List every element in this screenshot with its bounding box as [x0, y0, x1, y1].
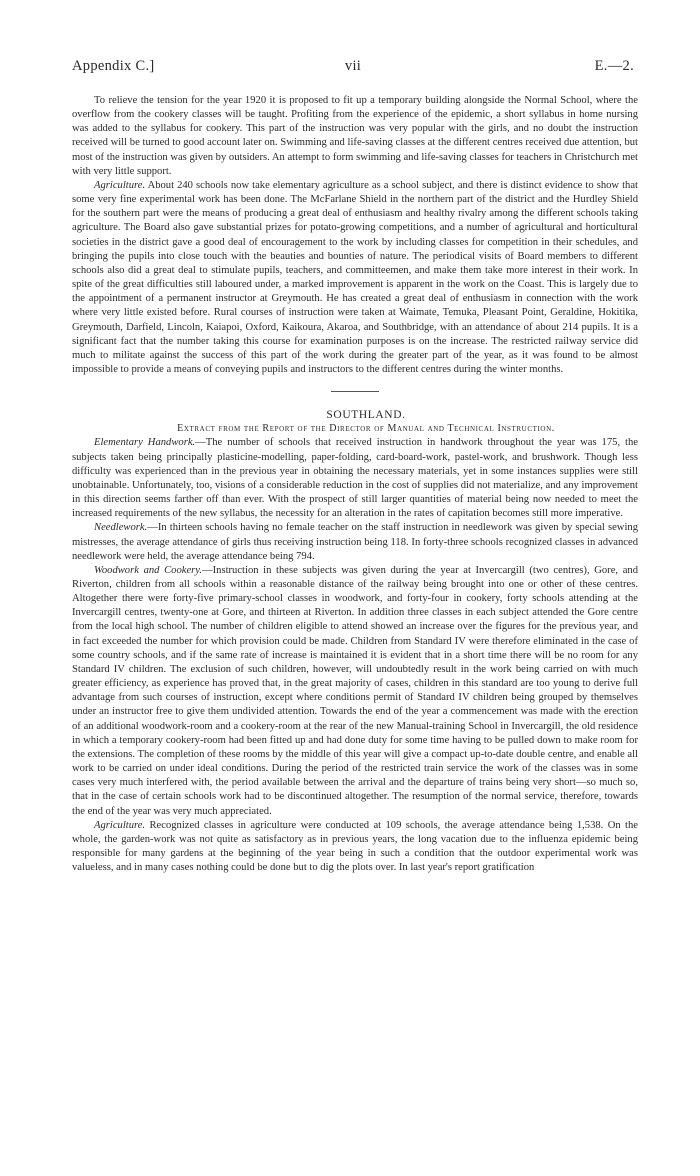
page-number: vii [344, 58, 362, 74]
paragraph-agriculture-southland [72, 819, 638, 876]
page-body [72, 94, 638, 875]
section-subtitle: Extract from the Report of the Director of Manual and Technical Instruction. [177, 423, 555, 435]
paragraph-needlework [72, 521, 638, 563]
paragraph-lead: Agriculture. [94, 819, 146, 831]
paragraph-woodwork-cookery [72, 564, 638, 819]
page-header [72, 58, 634, 78]
paragraph-lead: Woodwork and Cookery. [94, 564, 203, 576]
paragraph-lead: Elementary Handwork. [94, 437, 196, 449]
paragraph-text: About 240 schools now take elementary agriculture as a school subject, and there is distinct evidence to show that some very fine experimental work has been done. The McFarlane Shield in the northern part of the district and the Hurdley Shield for the southern part were the means of producing a great deal of enthusiasm and healthy rivalry among the different schools taking agriculture. The Board also gave substantial prizes for potato-growing competitions, and a number of agricultural and horticultural societies in the district gave a good deal of encouragement to the work by including classes for competition in their schedules, and bringing the pupils into close touch with the beauties and bounties of nature. The periodical visits of Board members to different schools also did a great deal to stimulate pupils, teachers, and committeemen, and make them take more interest in their work. In spite of the great difficulties still laboured under, a marked improvement is apparent in the work on the Coast. This is largely due to the appointment of a permanent instructor at Greymouth. He has created a great deal of enthusiasm in connection with the work where very little existed before. Rural courses of instruction were taken at Waimate, Temuka, Pleasant Point, Geraldine, Hokitika, Greymouth, Darfield, Lincoln, Kaiapoi, Oxford, Kaikoura, Akaroa, and Southbridge, with an attendance of about 214 pupils. It is a significant fact that the number taking this course for examination purposes is on the increase. The restricted railway service did much to militate against the success of this part of the work during the greater part of the year, as it was found to be almost impossible to provide a means of conveying pupils and instructors to the different centres during the winter months. [72, 179, 638, 375]
paragraph-elementary-handwork [72, 436, 638, 521]
paragraph-text: Recognized classes in agriculture were conducted at 109 schools, the average attendance being 1,538. On the whole, the garden-work was not quite as satisfactory as in previous years, the long vacation due to the influenza epidemic being responsible for many gardens at the beginning of the year being in such a condition that the outdoor experimental work was valueless, and in many cases nothing could be done but to dig the plots over. In last year's report gratification [72, 819, 638, 874]
paragraph-lead: Agriculture. [94, 179, 146, 191]
paragraph-cookery-nursing: To relieve the tension for the year 1920 it is proposed to fit up a temporary building alongside the Normal School, where the overflow from the cookery classes will be taught. Profiting from the experience of the epidemic, a short syllabus in home nursing was added to the syllabus for cookery. This part of the instruction was very popular with the girls, and no doubt the instruction received will be turned to good account later on. Swimming and life-saving classes at the different centres received due attention, but most of the instruction was given by outsiders. An attempt to form swimming and life-saving classes for teachers in Christchurch met with very little support. [72, 95, 638, 177]
paragraph-text: —Instruction in these subjects was given during the year at Invercargill (two centres), Gore, and Riverton, children from all schools within a reasonable distance of the railway being brought into one or other of these centres. Altogether there were forty-five primary-school classes in woodwork, and forty-four in cookery, forty schools attending at the Invercargill centres, twenty-one at Gore, and thirteen at Riverton. In addition three classes in each subject attended the Gore centre from the local high school. The number of children eligible to attend showed an increase over the figures for the previous year, and in fact exceeded the number for which provision could be made. Children from Standard IV were therefore eliminated in the case of some country schools, and if the same rate of increase is maintained it is evident that in a short time there will be no room for any Standard IV children. The exclusion of such children, however, will undoubtedly result in the work being carried on with much greater efficiency, as experience has proved that, in the great majority of cases, children in this standard are too young to derive full advantage from such courses of instruction, except where conditions permit of Standard IV children being grouped by themselves under an instructor free to give them undivided attention. Towards the end of the year a commencement was made with the erection of an additional woodwork-room and a cookery-room at the rear of the new Manual-training School in Invercargill, the old residence in which a temporary cookery-room had been fitted up and had done duty for some time having to be pulled down to make room for the extensions. The completion of these rooms by the middle of this year will give a compact up-to-date double centre, and enable all work to be carried on under ideal conditions. During the period of the restricted train service the work of the classes was in some cases very much interfered with, the period available between the arrival and the departure of trains being very short—so much so, that in the case of certain schools work had to be discontinued altogether. The resumption of the normal service, therefore, towards the end of the year was very much appreciated. [72, 564, 638, 817]
appendix-label: Appendix C.] [72, 58, 155, 74]
paragraph-agriculture-canterbury [72, 179, 638, 377]
document-reference: E.—2. [594, 58, 634, 74]
paragraph-lead: Needlework. [94, 522, 148, 534]
paragraph-text: —In thirteen schools having no female teacher on the staff instruction in needlework was given by special sewing mistresses, the average attendance of girls thus receiving instruction being 118. In forty-three schools recognized classes in advanced needlework were held, the average attendance being 794. [72, 522, 638, 562]
paragraph-text: —The number of schools that received instruction in handwork throughout the year was 175, the subjects taken being principally plasticine-modelling, paper-folding, card-board-work, pastel-work, and brushwork. Though less difficulty was experienced than in the previous year in obtaining the necessary materials, yet in some instances supplies were still unobtainable. Unfortunately, too, visions of a considerable reduction in the cost of supplies did not materialize, and any improvement in this direction seems farther off than ever. With the prospect of still larger quantities of material being now needed to meet the increased requirements of the new syllabus, the necessity for an alteration in the rates of capitation becomes still more imperative. [72, 437, 638, 520]
section-title-southland: SOUTHLAND. [326, 409, 406, 422]
section-divider [331, 391, 379, 392]
